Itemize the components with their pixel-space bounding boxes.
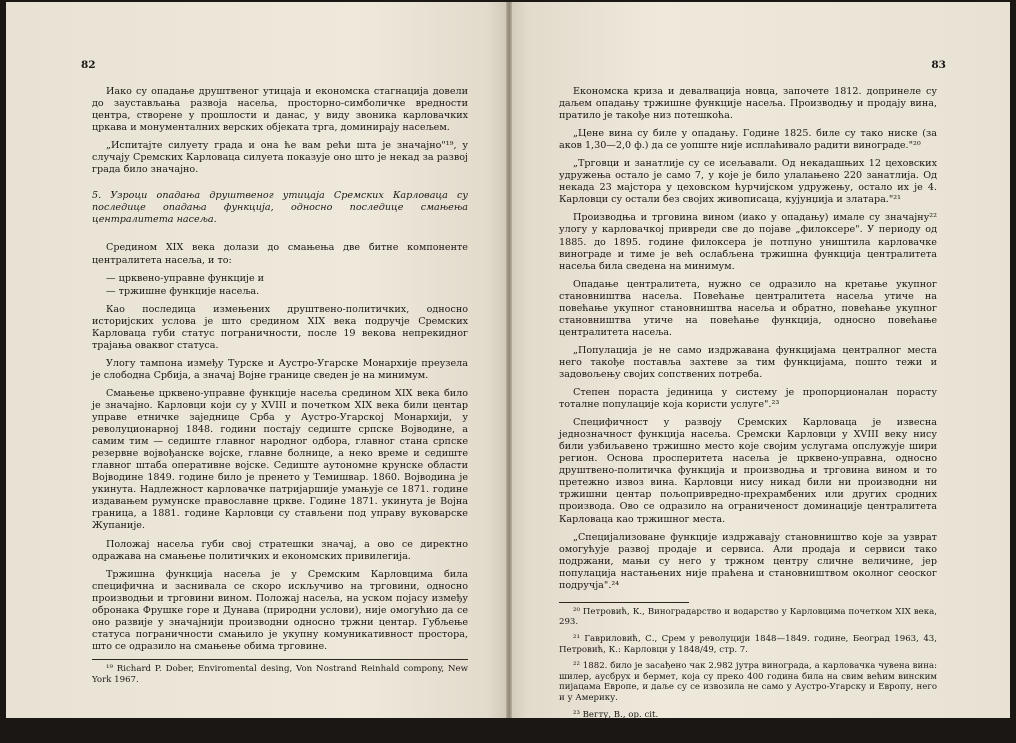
footnote: ²⁰ Петровић, К., Виноградарство и водарство у Карловцима почетком XIX века, 293. — [559, 606, 937, 628]
footnote: ²³ Вегту, В., op. cit. — [573, 709, 659, 720]
paragraph: Специфичност у развоју Сремских Карловаца је извесна једнозначност функција насеља. Сремски Карловци у XVIII веку нису били узбиљавено тржишно место које својим услугама опслужује шири регион. Основа просперитета насеља је црквено-управна, односно друштвено-политичка функција и производња и трговина вином и то претежно извоз вина. Карловци нису никад били ни производни ни тржишни центар пољопривредно-прехрамбених или других сродних производа. Ово се одразило на ограниченост доминације централитета Карловаца као тржишног места. — [559, 417, 937, 525]
right-page — [508, 2, 1010, 737]
paragraph: Улогу тампона између Турске и Аустро-Угарске Монархије преузела је слободна Србија, а значај Војне границе сведен је на минимум. — [92, 357, 468, 381]
footnote: ²¹ Гавриловић, С., Срем у револуцији 1848—1849. године, Београд 1963, 43, Петровић, К.: Карловци у 1848/49, стр. 7. — [559, 633, 937, 655]
paragraph: Средином XIX века долази до смањења две битне компоненте централитета насеља, и то: — [92, 242, 468, 266]
book-spread — [6, 2, 1010, 737]
paragraph: Као последица измењених друштвено-политичких, односно историјских услова је што средином XIX века подручје Сремских Карловаца губи статус пограничности, после 19 векова непрекидног трајања оваквог статуса. — [92, 303, 468, 351]
paragraph: „Специјализоване функције издржавају становништво које за узврат омогућује развој продаје и сервиса. Али продаја и сервиси тако подржани, мањи су него у тржном центру сличне величине, јер популација настањених није праћена и становништвом околног сеоског подручја".²⁴ — [559, 531, 937, 591]
paragraph: „Трговци и занатлије су се исељавали. Од некадашњих 12 цеховских удружења остало је само 7, у које је било улалањено 220 занатлија. Од некада 23 мајстора у цеховском ћурчијском удружењу, остало их је 4. Карловци су остали без својих живописаца, кујунџија и златара."²¹ — [559, 158, 937, 206]
footnote: ²⁴ Вегту, В., op. cit. — [573, 726, 659, 737]
book-gutter — [506, 2, 512, 718]
footnote: ²² 1882. било је засађено чак 2.982 јутра винограда, а карловачка чувена вина: шилер, аусбрух и бермет, која су преко 400 година била на свим већим винским пијацама Европе, и даље су се извозила не само у Аустро-Угарску и Европу, него и у Америку. — [559, 661, 937, 703]
footnote: ¹⁹ Richard P. Dober, Enviromental desing, Von Nostrand Reinhald compony, New York 1967. — [92, 663, 468, 685]
paragraph: „Популација је не само издржавана функцијама централног места него такође поставља захтеве за тим функцијама, пошто тежи и задовољењу својих сопствених потреба. — [559, 344, 937, 380]
paragraph: „Испитајте силуету града и она ће вам рећи шта је значајно"¹⁹, у случају Сремских Карловаца силуета показује оно што је некад за развој града било значајно. — [92, 140, 468, 176]
paragraph: Смањење црквено-управне функције насеља средином XIX века било је значајно. Карловци који су у XVIII и почетком XIX века били центар управе етничке заједнице Срба у Аустро-Угарској Монархији, у револуционарној 1848. години постају седиште српске Војводине, а самим тим — седиште главног народног одбора, главног стана српске резервне војвођанске војске, главне болнице, а неко време и седиште главног штаба оперативне војске. Седиште аутономне крунске области Војводине 1849. године било је пренето у Темишвар. 1860. Војводина је укинута. Надлежност карловачке патријаршије умањује се 1871. године издавањем румунске православне цркве. Године 1871. укинута је Војна граница, а 1881. године Карловци су стављени под управу вуковарске Жупаније. — [92, 387, 468, 532]
footnote-rule — [92, 659, 468, 660]
paragraph: Производња и трговина вином (иако у опадању) имале су значајну²² улогу у карловачкој привреди све до појаве „филоксере". У периоду од 1885. до 1895. године филоксера је потпуно уништила карловачке винограде и тиме је већ ослабљена тржишна функција централитета насеља била сведена на минимум. — [559, 212, 937, 272]
left-page-body — [92, 86, 468, 691]
paragraph: Економска криза и девалвација новца, започете 1812. допринеле су даљем опадању тржишне функције насеља. Производњу и продају вина, пратило је такође низ потешкоћа. — [559, 86, 937, 122]
page-number: 82 — [81, 59, 96, 71]
paragraph: Степен пораста јединица у систему је пропорционалан порасту тоталне популације која користи услуге".²³ — [559, 387, 937, 411]
section-heading: 5. Узроци опадања друштвеног утицаја Сремских Карловаца су последице опадања функција, односно последице смањења централитета насеља. — [92, 190, 468, 226]
paragraph: Положај насеља губи свој стратешки значај, а ово се директно одражава на смањење политичких и економских привилегија. — [92, 538, 468, 562]
right-page-body — [559, 86, 937, 743]
paragraph: Тржишна функција насеља је у Сремским Карловцима била специфична и заснивала се скоро искључиво на трговини, односно производњи и трговини вином. Положај насеља, на уском појасу између обронака Фрушке горе и Дунава (природни услови), није омогућио да се оно развије у значајнији производни односно тржни центар. Губљење статуса пограничности смањило је укупну комуникативност простора, што се одразило на смањење обима трговине. — [92, 568, 468, 652]
paragraph: „Цене вина су биле у опадању. Године 1825. биле су тако ниске (за аков 1,30—2,0 ф.) да се уопште није исплаћивало радити виноградe."²⁰ — [559, 128, 937, 152]
paragraph: Опадање централитета, нужно се одразило на кретање укупног становништва насеља. Повећање централитета насеља утиче на повећање укупног становништва насеља и обратно, повећање укупног становништва утиче на повећање функција, односно повећање централитета насеља. — [559, 278, 937, 338]
footnote-rule — [559, 602, 689, 603]
left-page — [6, 2, 508, 718]
page-number: 83 — [931, 59, 946, 71]
list-item: — тржишне функције насеља. — [106, 285, 260, 297]
paragraph: Иако су опадање друштвеног утицаја и економска стагнација довели до заустављања развоја насеља, просторно-симболичке вредности центра, створене у прошлости и данас, у виду звоника карловачких цркава и монументалних верских објеката трга, доминирају насељем. — [92, 86, 468, 134]
list-item: — црквено-управне функције и — [106, 272, 265, 284]
